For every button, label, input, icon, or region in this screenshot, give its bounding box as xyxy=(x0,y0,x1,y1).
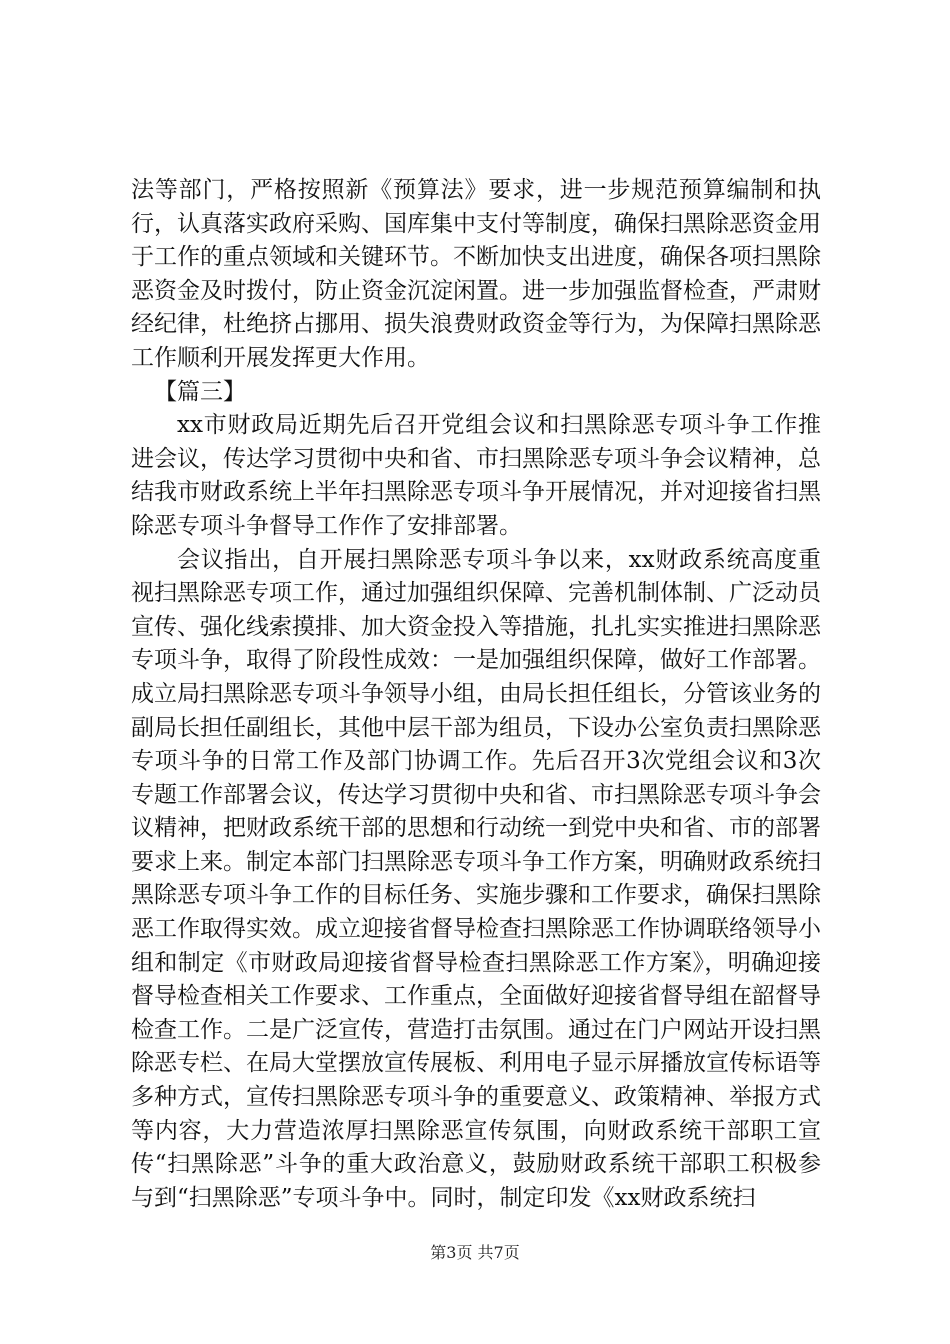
paragraph-meeting-summary: xx市财政局近期先后召开党组会议和扫黑除恶专项斗争工作推进会议，传达学习贯彻中央和省、市扫黑除恶专项斗争会议精神，总结我市财政系统上半年扫黑除恶专项斗争开展情况，并对迎接省扫黑除恶专项斗争督导工作作了安排部署。 xyxy=(131,412,821,539)
paragraph-continuation: 法等部门，严格按照新《预算法》要求，进一步规范预算编制和执行，认真落实政府采购、国库集中支付等制度，确保扫黑除恶资金用于工作的重点领域和关键环节。不断加快支出进度，确保各项扫黑除恶资金及时拨付，防止资金沉淀闲置。进一步加强监督检查，严肃财经纪律，杜绝挤占挪用、损失浪费财政资金等行为，为保障扫黑除恶工作顺利开展发挥更大作用。 xyxy=(131,177,821,371)
paragraph-meeting-details: 会议指出，自开展扫黑除恶专项斗争以来，xx财政系统高度重视扫黑除恶专项工作，通过加强组织保障、完善机制体制、广泛动员宣传、强化线索摸排、加大资金投入等措施，扎扎实实推进扫黑除恶专项斗争，取得了阶段性成效：一是加强组织保障，做好工作部署。成立局扫黑除恶专项斗争领导小组，由局长担任组长，分管该业务的副局长担任副组长，其他中层干部为组员，下设办公室负责扫黑除恶专项斗争的日常工作及部门协调工作。先后召开3次党组会议和3次专题工作部署会议，传达学习贯彻中央和省、市扫黑除恶专项斗争会议精神，把财政系统干部的思想和行动统一到党中央和省、市的部署要求上来。制定本部门扫黑除恶专项斗争工作方案，明确财政系统扫黑除恶专项斗争工作的目标任务、实施步骤和工作要求，确保扫黑除恶工作取得实效。成立迎接省督导检查扫黑除恶工作协调联络领导小组和制定《市财政局迎接省督导检查扫黑除恶工作方案》，明确迎接督导检查相关工作要求、工作重点，全面做好迎接省督导组在韶督导检查工作。二是广泛宣传，营造打击氛围。通过在门户网站开设扫黑除恶专栏、在局大堂摆放宣传展板、利用电子显示屏播放宣传标语等多种方式，宣传扫黑除恶专项斗争的重要意义、政策精神、举报方式等内容，大力营造浓厚扫黑除恶宣传氛围，向财政系统干部职工宣传“扫黑除恶”斗争的重大政治意义，鼓励财政系统干部职工积极参与到“扫黑除恶”专项斗争中。同时，制定印发《xx财政系统扫 xyxy=(131,546,821,1211)
page-number-footer: 第3页 共7页 xyxy=(430,1243,520,1262)
document-body xyxy=(131,174,821,1215)
section-heading-pian-san: 【篇三】 xyxy=(154,378,246,405)
